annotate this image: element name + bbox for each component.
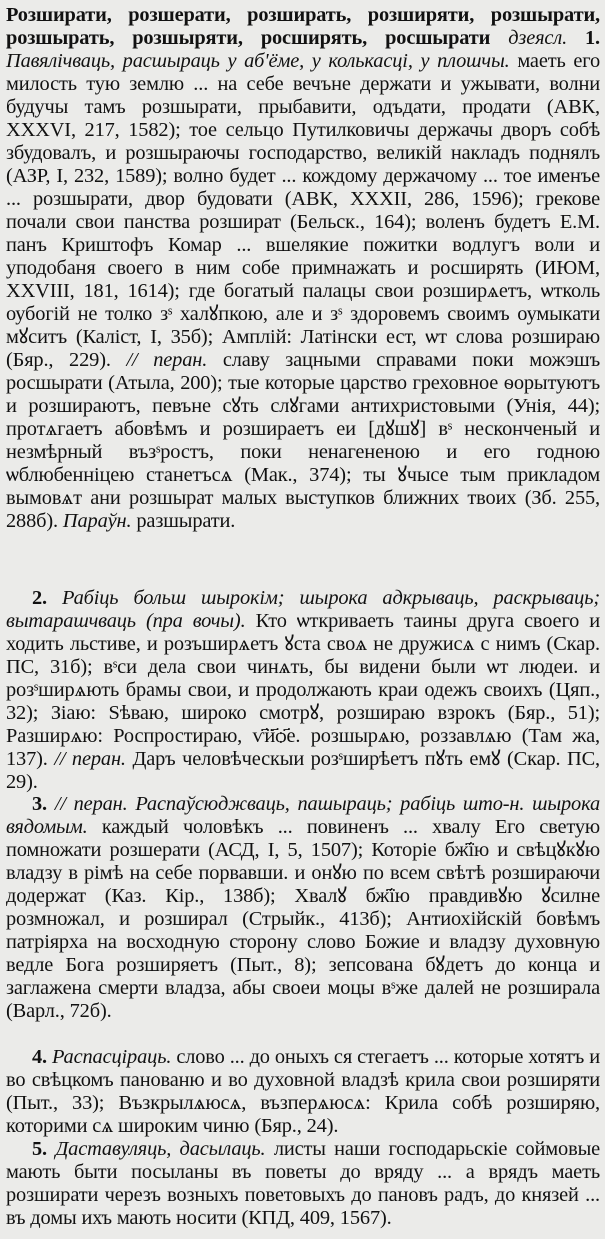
figurative-marker: // перан. <box>54 748 126 770</box>
sense-gloss: Распасціраць. <box>52 1046 172 1068</box>
headword: Розширати, розшерати, розширать, розширяти, розшырати, розшырать, розшыряти, росширять, росшырати <box>6 4 600 49</box>
sense-number: 1. <box>585 27 601 49</box>
figurative-marker: // перан. <box>126 349 208 371</box>
sense-citations: маеть его милость тую землю ... на себе вечъне держати и ужывати, волни будучы тамъ розшырати, прыбавити, одъдати, продати (АВК, XXXVI, 217, 1582); тое сельцо Путилковичы держачы дворъ собѣ збудовалъ, и розшыраючы господарство, великій накладъ поднялъ (АЗР, I, 232, 1589); волно будет ... кождому держачому ... тое именъе ... розшырати, двор будовати (АВК, XXXII, 286, 1596); грекове почали свои панства розшират (Бельск., 164); воленъ будетъ Е.М. панъ Криштофъ Комар ... вшелякие пожитки водлугъ воли и уподобаня своего в ним собе примнажать и росширять (ИЮМ, XXVIII, 181, 1614); где богатый палацы свои розширѧетъ, ѡтколь оубогій не толко зˢ халꙋпкою, але и зˢ здоровемъ своимъ оумыкати мꙋситъ (Каліст, I, 35б); Амплій: Латінски ест, ѡт слова розшираю (Бяр., 229). <box>6 50 600 371</box>
sense-gloss: Павялічваць, расшыраць у аб'ёме, у колькасці, у плошчы. <box>6 50 510 72</box>
sense-citations: слово ... до оныхъ ся стегаетъ ... которые хотятъ и во свѣцкомъ панованю и во духовной владзѣ крила свои розширяти (Пыт., 33); Възкрылѧюсѧ, възперѧюсѧ: Крила собѣ розширяю, которими сѧ широким чиню (Бяр., 24). <box>6 1046 600 1137</box>
sense-number: 3. <box>32 793 47 815</box>
sense-number: 4. <box>32 1046 47 1068</box>
sense-5 <box>6 1138 600 1230</box>
compare-word: разшырати. <box>136 510 236 532</box>
grammar-label: дзеясл. <box>508 27 568 49</box>
sense-gloss: Даставуляць, дасылаць. <box>55 1138 266 1160</box>
sense-gloss: Рабіць больш шырокім; шырока адкрываць, раскрываць; вытарашчваць (пра вочы). <box>6 587 600 632</box>
figurative-citations: славу зацными справами поки можэшъ росшырати (Атыла, 200); тые которые царство греховное ѳорытуютъ и розшираютъ, певъне сꙋть слꙋгами антихристовыми (Унія, 44); протѧгаетъ абовѣмъ и розшираетъ еи [дꙋшꙋ] вˢ несконченый и незмѣрный възˢростъ, поки ненагененою и его годною ѡблюбенніцею станетъсѧ (Мак., 374); ты ꙋчысе тым прикладом вымовѧт ани розшырат малых выступков ближних твоих (Зб. 255, 288б). <box>6 349 600 532</box>
entry-main <box>6 4 600 533</box>
sense-citations: каждый чоловѣкъ ... повиненъ ... хвалу Его светую помножати розшерати (АСД, I, 5, 1507); Которіе бж҃їю и свѣцꙋкꙋю владзу в рімѣ на себе порвавши. и онꙋю по всем свѣтѣ розшираючи додержат (Каз. Кір., 138б); Хвалꙋ бж҃їю правдивꙋю ꙋсилне розмножал, и розширал (Стрыйк., 413б); Антиохійскій бовѣмъ патріярха на восходную сторону слово Божие и владзу духовную ведле Бога розширяетъ (Пыт., 8); зепсована бꙋдетъ до конца и заглажена смерти владза, абы своеи моцы вˢже далей не розширала (Варл., 72б). <box>6 816 600 1022</box>
sense-citations: Кто ѡткриваеть таины друга своего и ходить льстиве, и розъширѧетъ ꙋста своѧ не дружисѧ с нимъ (Скар. ПС, 31б); вˢси дела свои чинѧть, бы видени были ѡт людеи. и розˢширѧють брамы свои, и продолжають краи одежъ своихъ (Цяп., 32); Зіаю: Ѕѣваю, широко смотрꙋ, розшираю взрокъ (Бяр., 51); Разширѧю: Роспростираю, ѵ҃ӥ҃ѻ҃е. розшырѧю, роззавлѧю (Там жа, 137). <box>6 610 600 770</box>
sense-4 <box>6 1046 600 1138</box>
figurative-citations: Даръ человѣческыи розˢширѣетъ пꙋть емꙋ (Скар. ПС, 29). <box>6 748 601 793</box>
sense-2 <box>6 587 600 794</box>
sense-gloss: // перан. Распаўсюджваць, пашыраць; рабіць што-н. шырока вядомым. <box>6 793 601 838</box>
sense-number: 5. <box>32 1138 47 1160</box>
compare-label: Параўн. <box>62 510 132 532</box>
sense-3 <box>6 793 600 1023</box>
sense-number: 2. <box>32 587 47 609</box>
sense-citations: листы наши господарьскіе соймовые мають быти посыланы въ поветы до вряду ... а врядъ маеть розширати черезъ возныхъ поветовыхъ до пановъ радъ, до князей ... въ домы ихъ мають носити (КПД, 409, 1567). <box>6 1138 601 1229</box>
